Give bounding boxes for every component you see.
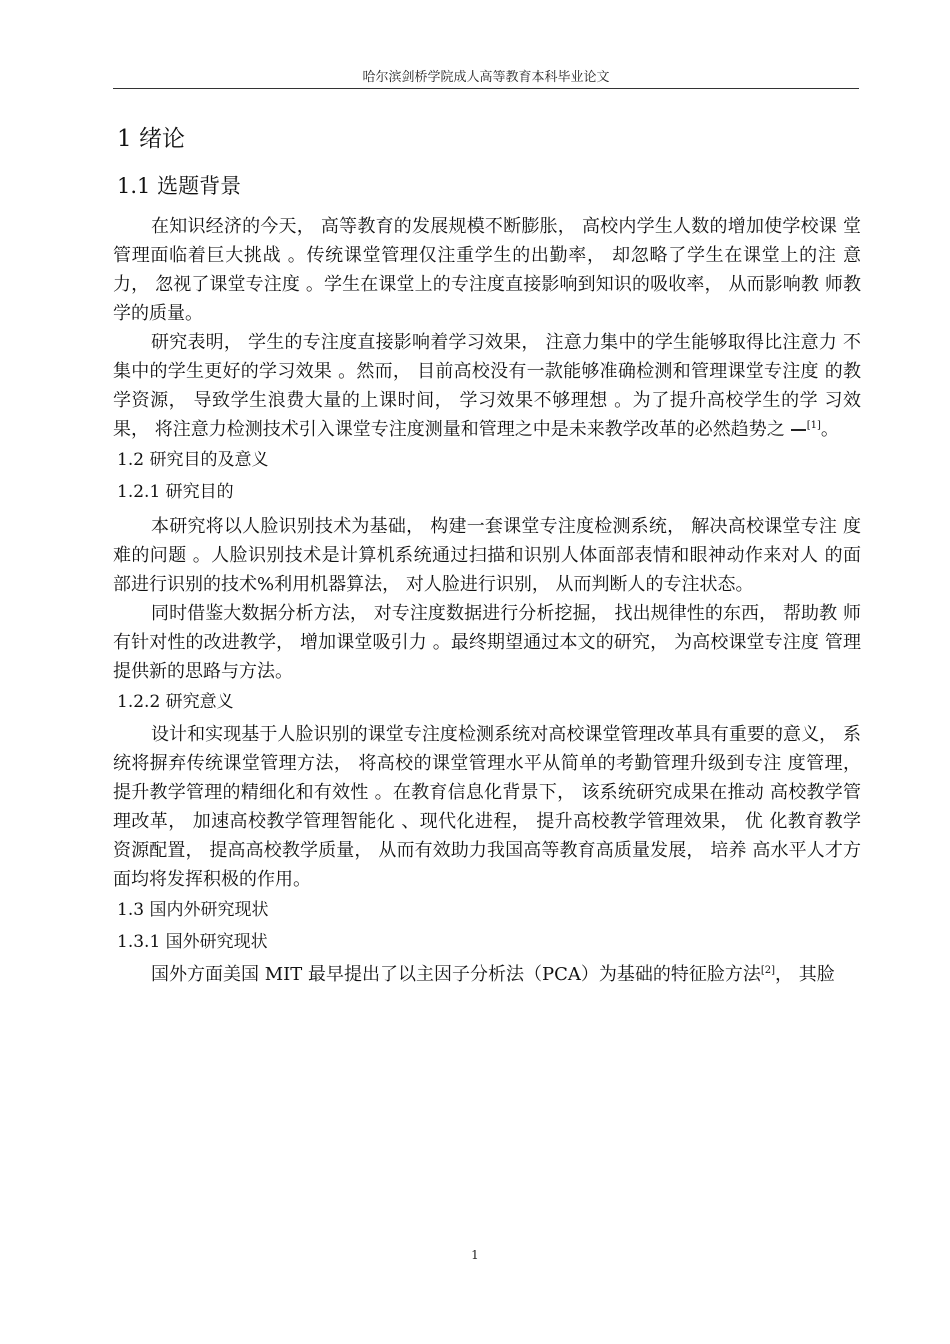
- paragraph: 同时借鉴大数据分析方法， 对专注度数据进行分析挖掘， 找出规律性的东西， 帮助教 师有针对性的改进教学， 增加课堂吸引力 。最终期望通过本文的研究， 为高校课堂专注度 管理提供新的思路与方法。: [113, 603, 861, 682]
- paragraph-end: 。: [820, 419, 839, 440]
- paragraph-text: 研究表明， 学生的专注度直接影响着学习效果， 注意力集中的学生能够取得比注意力 不集中的学生更好的学习效果 。然而， 目前高校没有一款能够准确检测和管理课堂专注度 的教学资源， 导致学生浪费大量的上课时间， 学习效果不够理想 。为了提升高校学生的学 习效果， 将注意力检测技术引入课堂专注度测量和管理之中是未来教学改革的必然趋势之: [113, 332, 861, 440]
- paragraph-text: 国外方面美国 MIT 最早提出了以主因子分析法（PCA）为基础的特征脸方法: [151, 964, 761, 985]
- citation-ref: [1]: [806, 420, 821, 431]
- header-rule: [113, 88, 859, 89]
- subsection-title-1-2-2: 1.2.2 研究意义: [117, 692, 234, 712]
- paragraph: 本研究将以人脸识别技术为基础， 构建一套课堂专注度检测系统， 解决高校课堂专注 度难的问题 。人脸识别技术是计算机系统通过扫描和识别人体面部表情和眼神动作来对人 的面部进行识别的技术%利用机器算法， 对人脸进行识别， 从而判断人的专注状态。: [113, 516, 861, 595]
- paragraph: [113, 960, 861, 989]
- page-header: 哈尔滨剑桥学院成人高等教育本科毕业论文: [362, 70, 610, 85]
- blank-mark: [791, 429, 806, 431]
- section-title-1-3: 1.3 国内外研究现状: [117, 900, 269, 920]
- subsection-title-1-2-1: 1.2.1 研究目的: [117, 482, 234, 502]
- chapter-title: 1 绪论: [117, 126, 185, 152]
- paragraph: 在知识经济的今天， 高等教育的发展规模不断膨胀， 高校内学生人数的增加使学校课 堂管理面临着巨大挑战 。传统课堂管理仅注重学生的出勤率， 却忽略了学生在课堂上的注 意力， 忽视了课堂专注度 。学生在课堂上的专注度直接影响到知识的吸收率， 从而影响教 师教学的质量。: [113, 216, 861, 324]
- paragraph-end: ， 其脸: [775, 964, 835, 985]
- page-body: [113, 122, 861, 989]
- section-title-1-1: 1.1 选题背景: [117, 174, 242, 198]
- citation-ref: [2]: [760, 965, 776, 976]
- page-number: 1: [471, 1248, 479, 1262]
- paragraph: 设计和实现基于人脸识别的课堂专注度检测系统对高校课堂管理改革具有重要的意义， 系统将摒弃传统课堂管理方法， 将高校的课堂管理水平从简单的考勤管理升级到专注 度管理， 提升教学管理的精细化和有效性 。在教育信息化背景下， 该系统研究成果在推动 高校教学管理改革， 加速高校教学管理智能化 、现代化进程， 提升高校教学管理效果， 优 化教育教学资源配置， 提高高校教学质量， 从而有效助力我国高等教育高质量发展， 培养 高水平人才方面均将发挥积极的作用。: [113, 724, 861, 890]
- paragraph: [113, 328, 861, 444]
- subsection-title-1-3-1: 1.3.1 国外研究现状: [117, 932, 268, 952]
- section-title-1-2: 1.2 研究目的及意义: [117, 450, 269, 470]
